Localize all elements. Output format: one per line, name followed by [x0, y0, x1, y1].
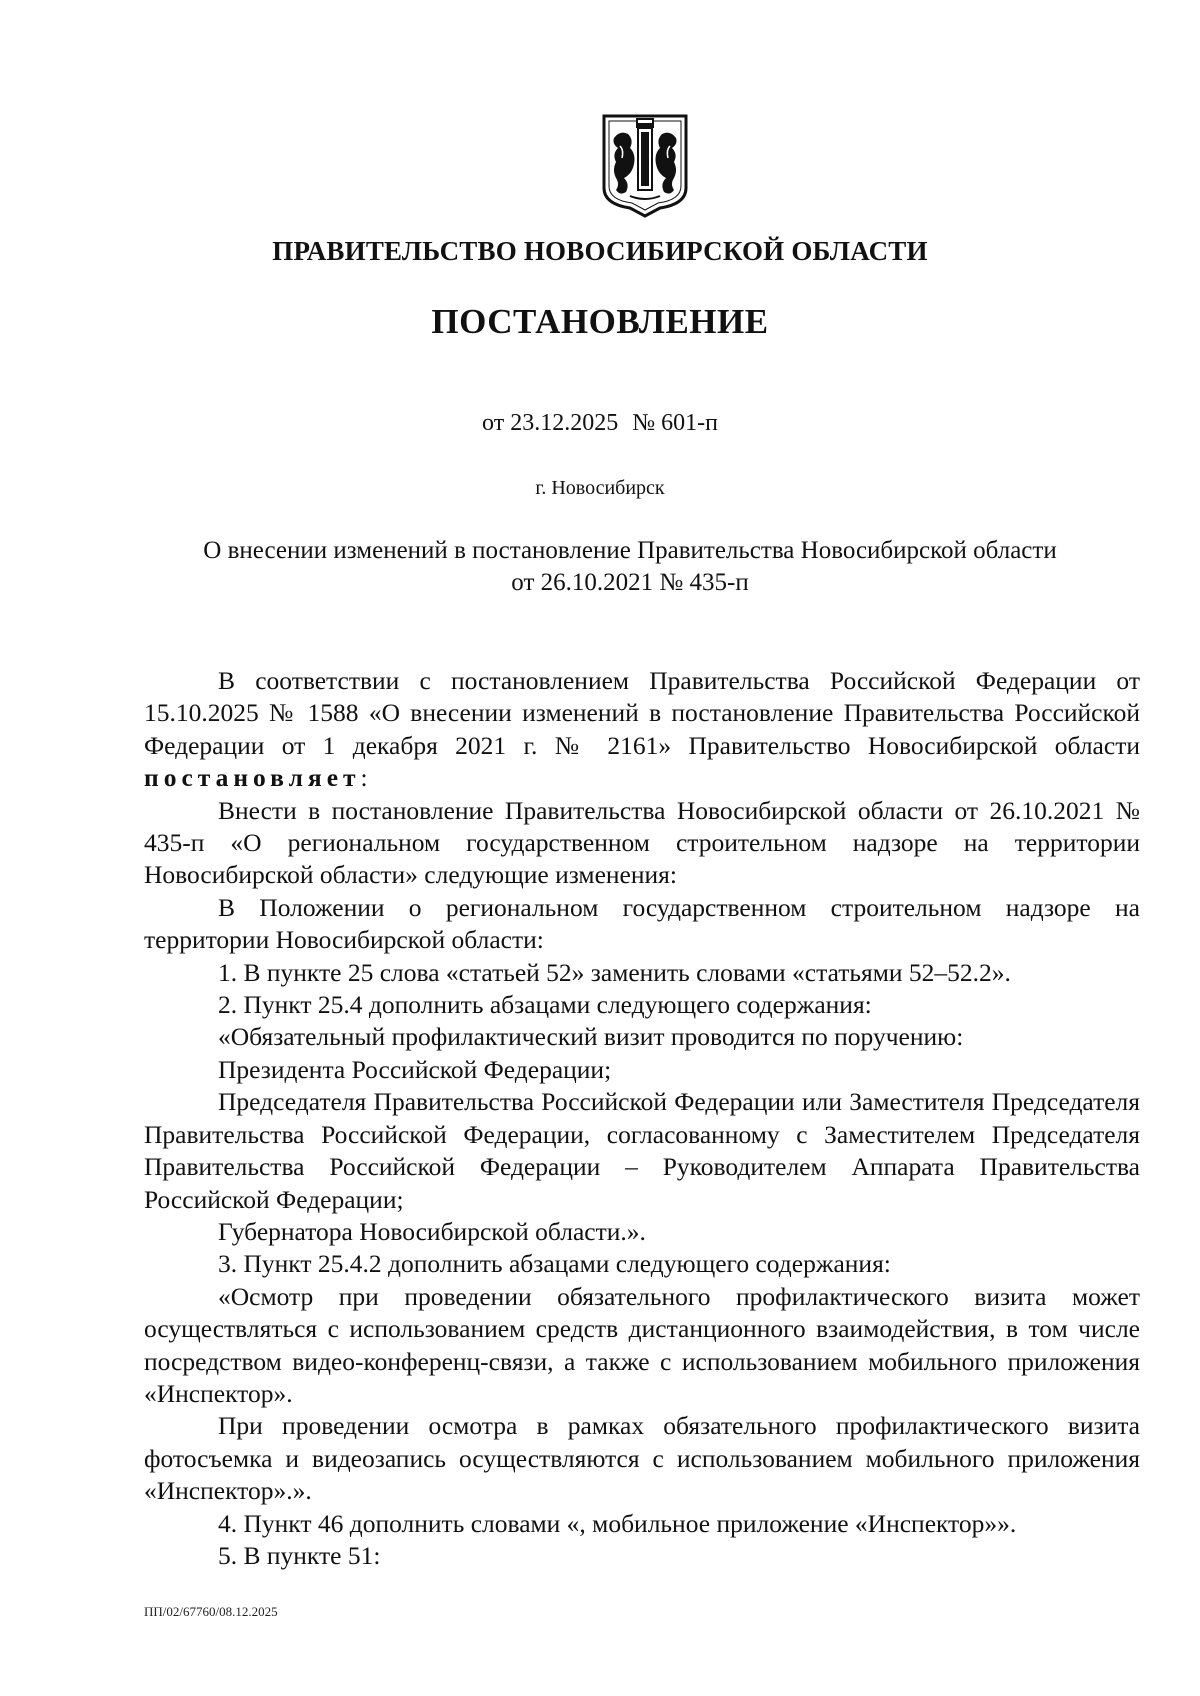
body-paragraph: «Обязательный профилактический визит проводится по поручению: — [218, 1022, 964, 1052]
document-date-number — [0, 410, 1200, 437]
document-date: от 23.12.2025 — [482, 410, 619, 436]
body-paragraph: 1. В пункте 25 слова «статьей 52» заменить словами «статьями 52–52.2». — [218, 957, 1011, 987]
body-paragraph: 4. Пункт 46 дополнить словами «, мобильное приложение «Инспектор»». — [218, 1508, 1017, 1538]
preamble-end: : — [360, 763, 368, 793]
document-type: ПОСТАНОВЛЕНИЕ — [431, 302, 769, 341]
body-paragraph: «Осмотр при проведении обязательного профилактического визита может осуществляться с использованием средств дистанционного взаимодействия, в том числе посредством видео-конференц-связи, а также с использованием мобильного приложения «Инспектор». — [144, 1281, 1140, 1408]
government-name: ПРАВИТЕЛЬСТВО НОВОСИБИРСКОЙ ОБЛАСТИ — [272, 236, 928, 266]
subject-line-1: О внесении изменений в постановление Правительства Новосибирской области — [203, 537, 1057, 564]
document-city: г. Новосибирск — [535, 477, 665, 499]
footer-document-code: ПП/02/67760/08.12.2025 — [144, 1604, 278, 1619]
document-subject — [140, 535, 1120, 599]
body-paragraph: Внести в постановление Правительства Новосибирской области от 26.10.2021 № 435-п «О региональном государственном строительном надзоре на территории Новосибирской области» следующие изменения: — [144, 795, 1140, 890]
body-paragraph: 2. Пункт 25.4 дополнить абзацами следующего содержания: — [218, 990, 872, 1020]
body-paragraph: Губернатора Новосибирской области.». — [218, 1216, 646, 1246]
body-paragraph: Президента Российской Федерации; — [218, 1054, 612, 1084]
body-paragraph: При проведении осмотра в рамках обязательного профилактического визита фотосъемка и видеозапись осуществляются с использованием мобильного приложения «Инспектор».». — [144, 1411, 1140, 1506]
document-body — [144, 665, 1140, 1572]
preamble-text: В соответствии с постановлением Правительства Российской Федерации от 15.10.2025 № 1588 «О внесении изменений в постановление Правительства Российской Федерации от 1 декабря 2021 г. № 2161» Правительство Новосибирской области — [144, 666, 1140, 760]
body-paragraph: 5. В пункте 51: — [218, 1540, 381, 1570]
body-paragraph: В Положении о региональном государственном строительном надзоре на территории Новосибирской области: — [144, 892, 1140, 955]
coat-of-arms-icon — [600, 112, 690, 220]
document-number: № 601-п — [632, 410, 718, 436]
body-paragraph: 3. Пункт 25.4.2 дополнить абзацами следующего содержания: — [218, 1249, 891, 1279]
resolution-verb: постановляет — [144, 763, 361, 793]
preamble-paragraph — [144, 665, 1140, 795]
subject-line-2: от 26.10.2021 № 435-п — [511, 569, 749, 596]
body-paragraph: Председателя Правительства Российской Федерации или Заместителя Председателя Правительства Российской Федерации, согласованному с Заместителем Председателя Правительства Российской Федерации – Руководителем Аппарата Правительства Российской Федерации; — [144, 1087, 1140, 1214]
